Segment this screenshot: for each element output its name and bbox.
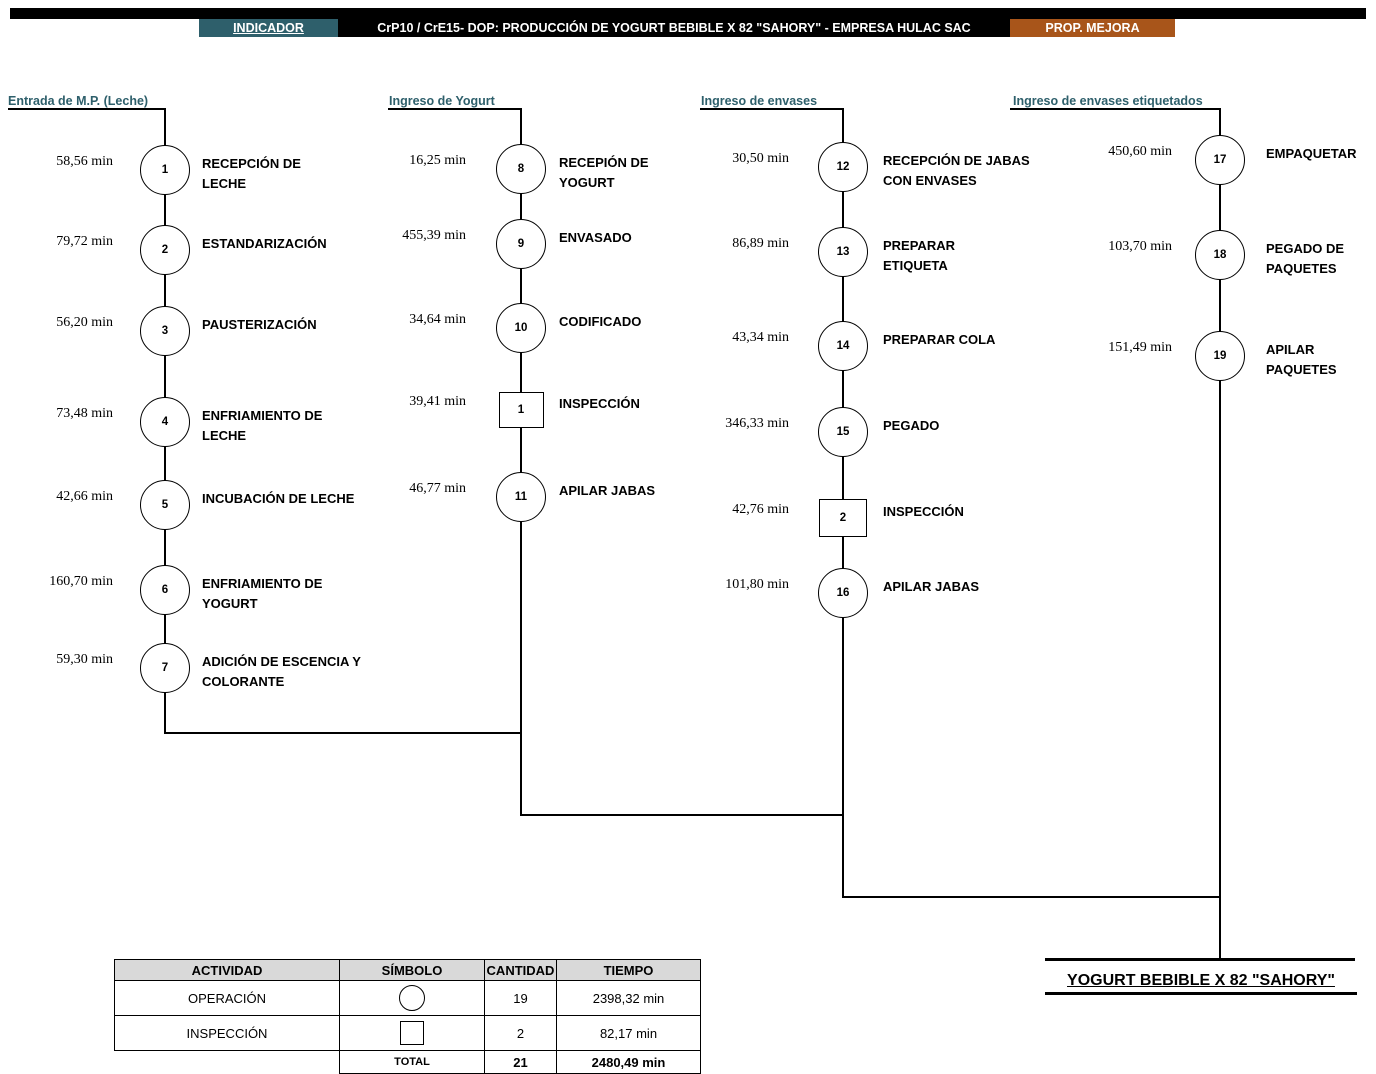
step-time: 39,41 min bbox=[409, 394, 466, 409]
row-count: 19 bbox=[485, 981, 557, 1016]
row-activity: INSPECCIÓN bbox=[115, 1016, 340, 1051]
inspection-square-icon[interactable]: 1 bbox=[499, 392, 544, 428]
row-time: 2398,32 min bbox=[557, 981, 701, 1016]
step-label: INSPECCIÓN bbox=[883, 504, 964, 519]
step-time: 42,76 min bbox=[732, 502, 789, 517]
step-time: 455,39 min bbox=[402, 228, 466, 243]
header-time: TIEMPO bbox=[557, 960, 701, 981]
step-label: APILAR JABAS bbox=[883, 579, 980, 594]
step-label: CODIFICADO bbox=[559, 314, 642, 329]
step-label: PEGADO bbox=[883, 418, 940, 433]
header-count: CANTIDAD bbox=[485, 960, 557, 981]
step-time: 160,70 min bbox=[49, 574, 113, 589]
indicator-tab[interactable]: INDICADOR bbox=[199, 19, 338, 37]
lane-title-underline bbox=[700, 108, 844, 110]
step-label: INCUBACIÓN DE LECHE bbox=[202, 491, 355, 506]
step-label: PREPARAR ETIQUETA bbox=[883, 238, 955, 273]
step-time: 86,89 min bbox=[732, 236, 789, 251]
top-black-bar bbox=[10, 8, 1366, 19]
operation-circle-icon[interactable]: 4 bbox=[140, 397, 190, 447]
connector bbox=[164, 702, 166, 733]
step-label: RECEPIÓN DE YOGURT bbox=[559, 155, 649, 190]
operation-circle-icon[interactable]: 8 bbox=[496, 144, 546, 194]
merge-line-1 bbox=[164, 732, 522, 734]
step-time: 34,64 min bbox=[409, 312, 466, 327]
lane-title-underline bbox=[1010, 108, 1221, 110]
lane-title-underline bbox=[8, 108, 166, 110]
lane-title: Ingreso de Yogurt bbox=[389, 94, 495, 108]
merge-line-3 bbox=[842, 896, 1221, 898]
step-label: ENFRIAMIENTO DE YOGURT bbox=[202, 576, 323, 611]
step-time: 450,60 min bbox=[1108, 144, 1172, 159]
total-row bbox=[115, 1051, 701, 1074]
operation-circle-icon[interactable]: 10 bbox=[496, 303, 546, 353]
inspection-square-icon bbox=[400, 1021, 424, 1045]
lane-title: Ingreso de envases etiquetados bbox=[1013, 94, 1203, 108]
total-spacer bbox=[115, 1051, 340, 1074]
row-activity: OPERACIÓN bbox=[115, 981, 340, 1016]
connector bbox=[1219, 378, 1221, 960]
operation-circle-icon[interactable]: 2 bbox=[140, 225, 190, 275]
operation-circle-icon[interactable]: 6 bbox=[140, 565, 190, 615]
operation-circle-icon[interactable]: 5 bbox=[140, 480, 190, 530]
connector bbox=[520, 520, 522, 816]
table-row bbox=[115, 981, 701, 1016]
step-label: ADICIÓN DE ESCENCIA Y COLORANTE bbox=[202, 654, 361, 689]
operation-circle-icon[interactable]: 15 bbox=[818, 407, 868, 457]
step-time: 103,70 min bbox=[1108, 239, 1172, 254]
operation-circle-icon[interactable]: 18 bbox=[1195, 230, 1245, 280]
final-product-line-bottom bbox=[1045, 992, 1357, 995]
merge-line-2 bbox=[520, 814, 843, 816]
row-symbol bbox=[340, 981, 485, 1016]
step-time: 56,20 min bbox=[56, 315, 113, 330]
final-product-line-top bbox=[1045, 958, 1355, 961]
step-time: 42,66 min bbox=[56, 489, 113, 504]
step-time: 73,48 min bbox=[56, 406, 113, 421]
step-time: 58,56 min bbox=[56, 154, 113, 169]
summary-table bbox=[114, 959, 701, 1074]
header-symbol: SÍMBOLO bbox=[340, 960, 485, 981]
operation-circle-icon[interactable]: 1 bbox=[140, 145, 190, 195]
operation-circle-icon[interactable]: 7 bbox=[140, 643, 190, 693]
step-label: ENVASADO bbox=[559, 230, 632, 245]
step-label: EMPAQUETAR bbox=[1266, 146, 1357, 161]
inspection-square-icon[interactable]: 2 bbox=[819, 499, 867, 537]
summary-header-row bbox=[115, 960, 701, 981]
operation-circle-icon[interactable]: 3 bbox=[140, 306, 190, 356]
step-time: 101,80 min bbox=[725, 577, 789, 592]
step-label: ESTANDARIZACIÓN bbox=[202, 236, 327, 251]
step-label: APILAR JABAS bbox=[559, 483, 656, 498]
step-label: PEGADO DE PAQUETES bbox=[1266, 241, 1345, 276]
operation-circle-icon[interactable]: 19 bbox=[1195, 331, 1245, 381]
final-product-label: YOGURT BEBIBLE X 82 "SAHORY" bbox=[1067, 972, 1335, 989]
row-symbol bbox=[340, 1016, 485, 1051]
operation-circle-icon[interactable]: 13 bbox=[818, 227, 868, 277]
operation-circle-icon[interactable]: 12 bbox=[818, 142, 868, 192]
step-label: RECEPCIÓN DE LECHE bbox=[202, 156, 301, 191]
operation-circle-icon[interactable]: 17 bbox=[1195, 135, 1245, 185]
operation-circle-icon[interactable]: 11 bbox=[496, 472, 546, 522]
step-label: PREPARAR COLA bbox=[883, 332, 996, 347]
step-time: 30,50 min bbox=[732, 151, 789, 166]
step-label: ENFRIAMIENTO DE LECHE bbox=[202, 408, 323, 443]
lane-title-underline bbox=[388, 108, 522, 110]
header-activity: ACTIVIDAD bbox=[115, 960, 340, 981]
step-label: APILAR PAQUETES bbox=[1266, 342, 1337, 377]
connector bbox=[842, 616, 844, 898]
table-row bbox=[115, 1016, 701, 1051]
proposal-tab[interactable]: PROP. MEJORA bbox=[1010, 19, 1175, 37]
step-time: 151,49 min bbox=[1108, 340, 1172, 355]
step-time: 59,30 min bbox=[56, 652, 113, 667]
total-count: 21 bbox=[485, 1051, 557, 1074]
operation-circle-icon[interactable]: 14 bbox=[818, 321, 868, 371]
row-count: 2 bbox=[485, 1016, 557, 1051]
step-time: 43,34 min bbox=[732, 330, 789, 345]
lane-title: Entrada de M.P. (Leche) bbox=[8, 94, 149, 108]
step-time: 346,33 min bbox=[725, 416, 789, 431]
page-title: CrP10 / CrE15- DOP: PRODUCCIÓN DE YOGURT BEBIBLE X 82 "SAHORY" - EMPRESA HULAC SAC bbox=[338, 19, 1010, 37]
operation-circle-icon bbox=[399, 985, 425, 1011]
step-time: 46,77 min bbox=[409, 481, 466, 496]
row-time: 82,17 min bbox=[557, 1016, 701, 1051]
operation-circle-icon[interactable]: 16 bbox=[818, 568, 868, 618]
lane-title: Ingreso de envases bbox=[701, 94, 818, 108]
operation-circle-icon[interactable]: 9 bbox=[496, 219, 546, 269]
total-time: 2480,49 min bbox=[557, 1051, 701, 1074]
step-time: 16,25 min bbox=[409, 153, 466, 168]
step-time: 79,72 min bbox=[56, 234, 113, 249]
total-label: TOTAL bbox=[340, 1051, 485, 1074]
step-label: INSPECCIÓN bbox=[559, 396, 640, 411]
step-label: RECEPCIÓN DE JABAS CON ENVASES bbox=[883, 153, 1030, 188]
step-label: PAUSTERIZACIÓN bbox=[202, 317, 317, 332]
